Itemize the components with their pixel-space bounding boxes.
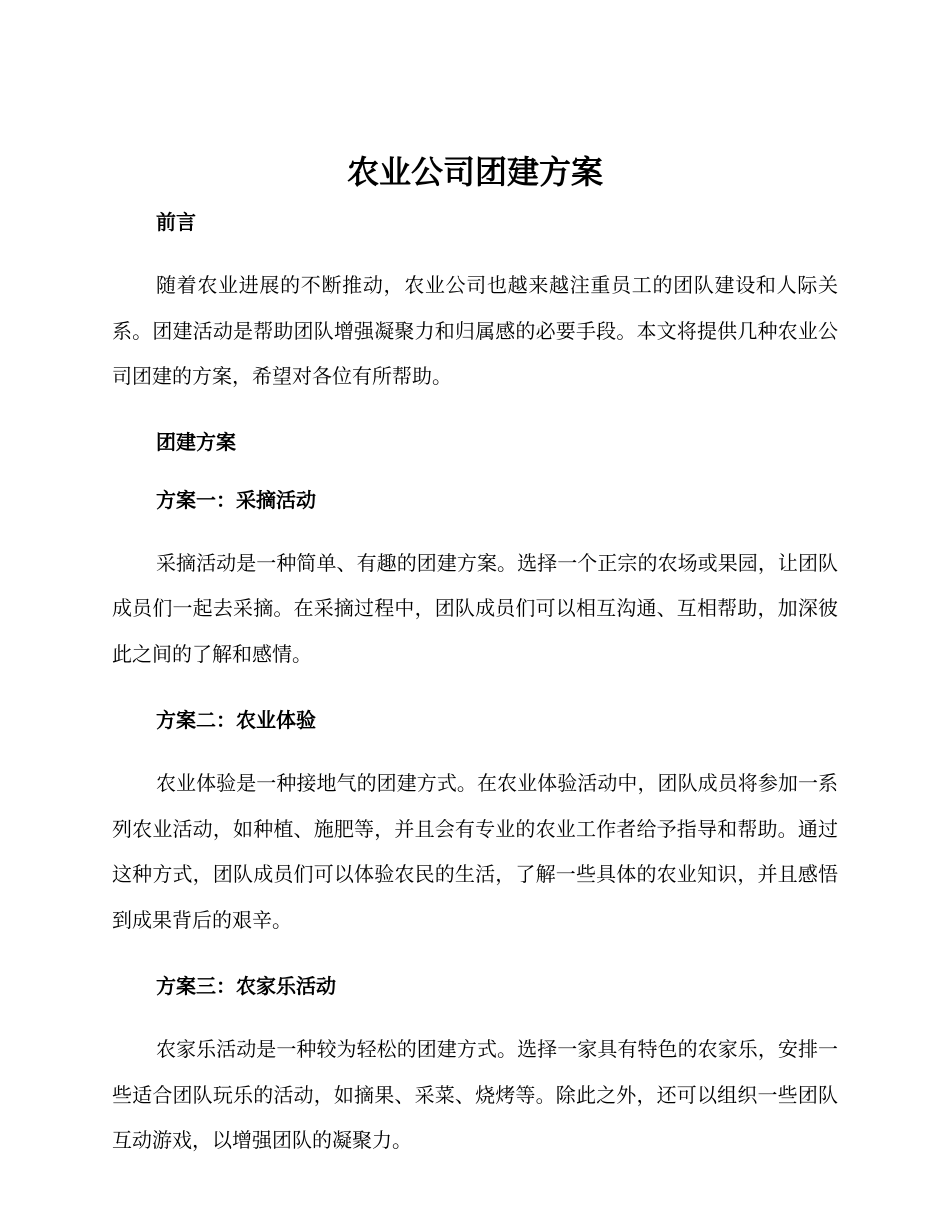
paragraph-plan-farmhouse: 农家乐活动是一种较为轻松的团建方式。选择一家具有特色的农家乐，安排一些适合团队玩乐的活动，如摘果、采菜、烧烤等。除此之外，还可以组织一些团队互动游戏，以增强团队的凝聚力。: [112, 1037, 838, 1152]
section-heading-plans: 团建方案: [156, 429, 236, 454]
section-heading-preface: 前言: [156, 210, 196, 234]
paragraph-plan-picking: 采摘活动是一种简单、有趣的团建方案。选择一个正宗的农场或果园，让团队成员们一起去采摘。在采摘过程中，团队成员们可以相互沟通、互相帮助，加深彼此之间的了解和感情。: [112, 550, 838, 666]
plan-heading-picking: 方案一：采摘活动: [156, 487, 316, 512]
paragraph-plan-farm-experience: 农业体验是一种接地气的团建方式。在农业体验活动中，团队成员将参加一系列农业活动，如种植、施肥等，并且会有专业的农业工作者给予指导和帮助。通过这种方式，团队成员们可以体验农民的生活，了解一些具体的农业知识，并且感悟到成果背后的艰辛。: [112, 771, 838, 932]
paragraph-preface: 随着农业进展的不断推动，农业公司也越来越注重员工的团队建设和人际关系。团建活动是帮助团队增强凝聚力和归属感的必要手段。本文将提供几种农业公司团建的方案，希望对各位有所帮助。: [112, 273, 838, 388]
plan-heading-farm-experience: 方案二：农业体验: [156, 708, 316, 732]
document-title: 农业公司团建方案: [346, 153, 603, 191]
plan-heading-farmhouse: 方案三：农家乐活动: [156, 974, 336, 998]
